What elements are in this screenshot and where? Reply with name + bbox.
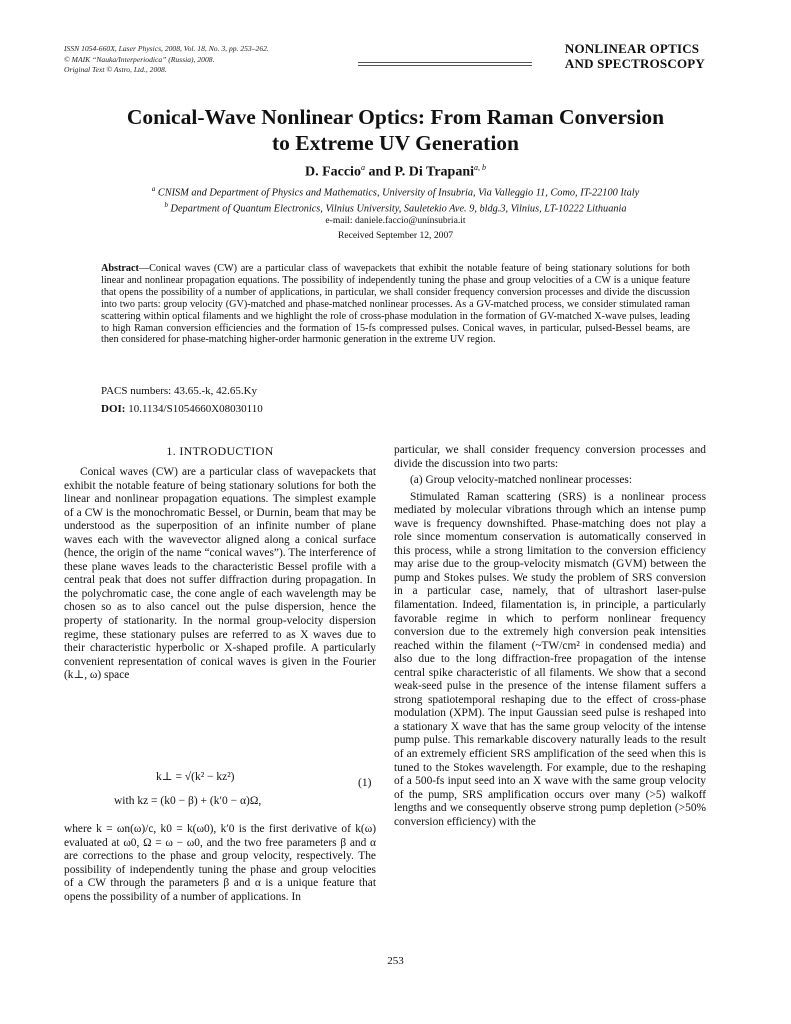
section-label <box>565 41 705 71</box>
affiliation-a <box>40 183 751 199</box>
author-2: P. Di Trapani <box>394 164 475 180</box>
paragraph: where k = ωn(ω)/c, k0 = k(ω0), k′0 is the first derivative of k(ω) evaluated at ω0, Ω = ω − ω0, and the two free parameters β and α are corrections to the phase and group velocity, respectively. The possibility of independently tuning the phase and group velocities of a CW through the parameters β and α is a unique feature that opens the possibility of a number of applications. In <box>64 823 376 903</box>
email: e-mail: daniele.faccio@uninsubria.it <box>325 215 466 226</box>
journal-info-line: Original Text © Astro, Ltd., 2008. <box>64 65 167 74</box>
affiliation-text: Department of Quantum Electronics, Vilnius University, Sauletekio Ave. 9, bldg.3, Vilnius, LT-10222 Lithuania <box>170 203 627 215</box>
title-line1: Conical-Wave Nonlinear Optics: From Raman Conversion <box>126 105 665 129</box>
section-label-line2: AND SPECTROSCOPY <box>564 56 705 71</box>
equation-line1: k⊥ = √(k² − kz²) <box>156 771 235 783</box>
received-date: Received September 12, 2007 <box>337 230 454 241</box>
authors <box>60 163 731 181</box>
page-number: 253 <box>387 955 404 967</box>
affiliation-text: CNISM and Department of Physics and Mathematics, University of Insubria, Via Valleggio 11, Como, IT-22100 Italy <box>157 187 640 199</box>
header-rule <box>358 62 532 66</box>
left-column-para1 <box>64 466 376 683</box>
paragraph: Conical waves (CW) are a particular class of wavepackets that exhibit the notable feature of being stationary solutions for both the linear and nonlinear propagation equations. The simplest example of a CW is the monochromatic Bessel, or Durnin, beam that may be understood as the superposition of an infinite number of plane waves each with the wavevector aligned along a conical surface (hence, the origin of the name “conical waves”). The interference of these plane waves leads to the characteristic Bessel profile with a central peak that does not suffer diffraction during propagation. In the polychromatic case, the cone angle of each wavelength may be chosen so as to also cancel out the pulse dispersion, hence the property of stationarity. In the normal group-velocity dispersion regime, these stationary pulses are referred to as X waves due to their characteristic hyperbolic or X-shaped profile. A particularly convenient representation of conical waves is given in the Fourier (k⊥, ω) space <box>64 466 376 682</box>
equation-number: (1) <box>358 777 372 789</box>
affiliation-mark: b <box>164 201 168 209</box>
doi-label: DOI: <box>101 403 126 415</box>
journal-info-line: ISSN 1054-660X, Laser Physics, 2008, Vol. 18, No. 3, pp. 253–262. <box>64 44 269 53</box>
section-heading: 1. INTRODUCTION <box>166 444 274 458</box>
journal-info-line: © MAIK “Nauka/Interperiodica” (Russia), 2008. <box>64 54 215 64</box>
author-1-affil-mark: a <box>360 163 365 172</box>
author-2-affil-mark: a, b <box>474 163 487 172</box>
author-1: D. Faccio <box>304 164 361 180</box>
paragraph: (a) Group velocity-matched nonlinear processes: <box>410 474 633 487</box>
abstract-text: —Conical waves (CW) are a particular class of wavepackets that exhibit the notable feature of being stationary solutions for both linear and nonlinear propagation equations. The possibility of independently tuning the phase and group velocities of a CW is a unique feature that opens the possibility of a number of applications, in particular, we shall consider frequency conversion processes and divide the discussion into two parts: group velocity (GV)-matched and phase-matched nonlinear processes. As a GV-matched process, we consider stimulated raman scattering within optical filaments and we highlight the role of cross-phase modulation in the formation of GV-matched X-wave pulses, leading to high Raman conversion efficiencies and the formation of 15-fs compressed pulses. Conical waves, in particular, pulsed-Bessel beams, are then considered for phase-matching higher-order harmonic generation in the extreme UV region. <box>101 263 690 346</box>
paper-title <box>60 104 731 156</box>
paragraph: particular, we shall consider frequency conversion processes and divide the discussion into two parts: <box>394 444 706 470</box>
right-column <box>394 444 706 829</box>
section-label-line1: NONLINEAR OPTICS <box>564 41 700 56</box>
doi-value: 10.1134/S1054660X08030110 <box>125 403 263 415</box>
authors-and: and <box>364 164 395 180</box>
affiliation-b <box>40 199 751 215</box>
equation-line2: with kz = (k0 − β) + (k′0 − α)Ω, <box>114 795 262 807</box>
paragraph: Stimulated Raman scattering (SRS) is a nonlinear process mediated by molecular vibrations through which an intense pump wave is frequency downshifted. Phase-matching does not play a role since momentum conservation is automatically conserved in this process, while a strong limitation to the conversion efficiency may arise due to the group-velocity mismatch (GVM) between the pump and Stokes pulses. We study the problem of SRS conversion in a particular case, namely, that of ultrashort laser-pulse filamentation. Indeed, filamentation is, in principle, a particularly favorable regime in which to perform nonlinear frequency conversion due to the extremely high conversion peak intensities reached within the filament (~TW/cm² in condensed media) and also due to the long diffraction-free propagation of the intense central spike characteristic of all filaments. We show that a second weak-seed pulse in the presence of the intense filament suffers a strong spatiotemporal reshaping due to the effect of cross-phase modulation (XPM). The input Gaussian seed pulse is reshaped into a stationary X wave that has the same group velocity of the intense pump pulse. This remarkable discovery naturally leads to the result of an extremely efficient SRS amplification of the seed when this is tuned to the Stokes wavelength. For example, due to the reshaping of a 500-fs input seed into an X wave with the same group velocity of the pump, SRS amplification occurs over many (>5) walkoff lengths and we consequently observe strong pump depletion (>50% conversion efficiency) with the <box>394 490 706 828</box>
affiliation-mark: a <box>151 185 156 193</box>
doi <box>101 402 263 416</box>
pacs-numbers: PACS numbers: 43.65.-k, 42.65.Ky <box>101 385 258 397</box>
journal-info <box>64 44 269 76</box>
abstract-label: Abstract <box>101 263 139 274</box>
abstract <box>101 263 690 346</box>
left-column-para2 <box>64 823 376 904</box>
title-line2: to Extreme UV Generation <box>272 131 519 155</box>
